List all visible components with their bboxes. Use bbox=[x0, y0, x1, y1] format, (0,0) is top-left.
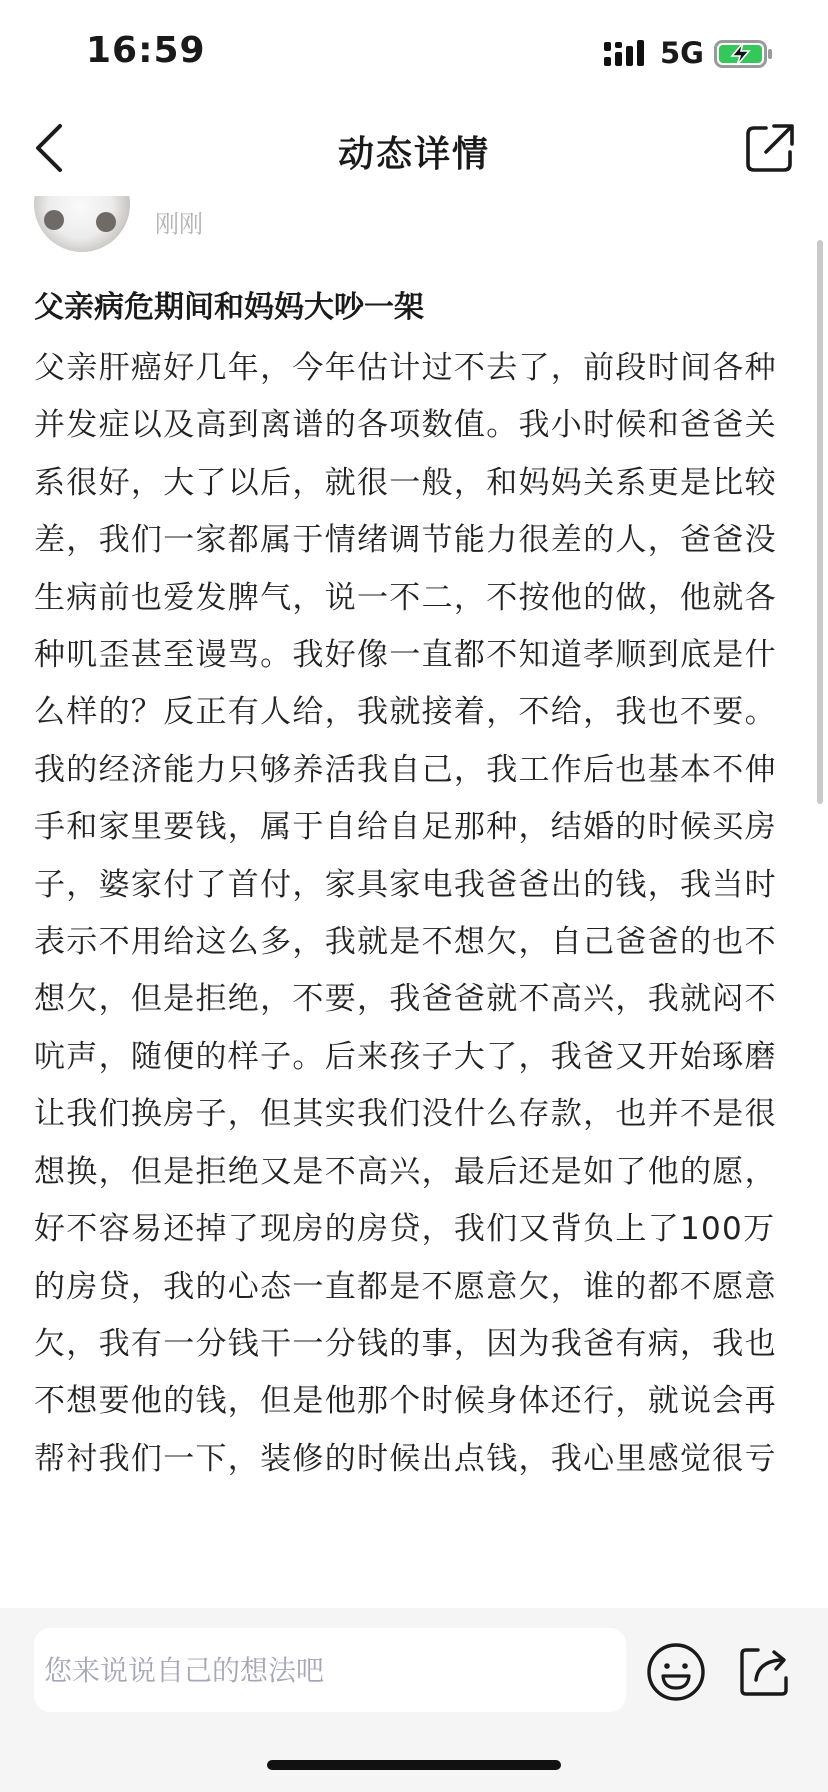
scrollbar[interactable] bbox=[817, 240, 823, 804]
post-content[interactable] bbox=[0, 196, 828, 1608]
home-indicator bbox=[267, 1760, 561, 1770]
forward-icon[interactable] bbox=[738, 1642, 794, 1698]
status-bar bbox=[0, 0, 828, 100]
avatar-detail bbox=[96, 212, 116, 232]
page-title: 动态详情 bbox=[337, 134, 490, 175]
avatar-detail bbox=[44, 210, 64, 230]
avatar[interactable] bbox=[34, 196, 130, 252]
share-icon[interactable] bbox=[744, 122, 796, 174]
battery-charging-icon bbox=[714, 40, 774, 68]
network-label: 5G bbox=[660, 36, 704, 70]
post-body: 父亲肝癌好几年，今年估计过不去了，前段时间各种并发症以及高到离谱的各项数值。我小时候和爸爸关系很好，大了以后，就很一般，和妈妈关系更是比较差，我们一家都属于情绪调节能力很差的人，爸爸没生病前也爱发脾气，说一不二，不按他的做，他就各种叽歪甚至谩骂。我好像一直都不知道孝顺到底是什么样的？反正有人给，我就接着，不给，我也不要。我的经济能力只够养活我自己，我工作后也基本不伸手和家里要钱，属于自给自足那种，结婚的时候买房子，婆家付了首付，家具家电我爸爸出的钱，我当时表示不用给这么多，我就是不想欠，自己爸爸的也不想欠，但是拒绝，不要，我爸爸就不高兴，我就闷不吭声，随便的样子。后来孩子大了，我爸又开始琢磨让我们换房子，但其实我们没什么存款，也并不是很想换，但是拒绝又是不高兴，最后还是如了他的愿，好不容易还掉了现房的房贷，我们又背负上了100万的房贷，我的心态一直都是不愿意欠，谁的都不愿意欠，我有一分钱干一分钱的事，因为我爸有病，我也不想要他的钱，但是他那个时候身体还行，就说会再帮衬我们一下，装修的时候出点钱，我心里感觉很亏 bbox=[34, 350, 777, 1477]
status-time: 16:59 bbox=[86, 30, 206, 71]
emoji-icon[interactable] bbox=[646, 1642, 706, 1702]
comment-input[interactable] bbox=[34, 1628, 626, 1712]
post-title: 父亲病危期间和妈妈大吵一架 bbox=[34, 290, 424, 325]
nav-bar bbox=[0, 100, 828, 196]
signal-icon bbox=[604, 40, 648, 68]
comment-bar bbox=[0, 1608, 828, 1792]
post-time: 刚刚 bbox=[155, 210, 203, 238]
